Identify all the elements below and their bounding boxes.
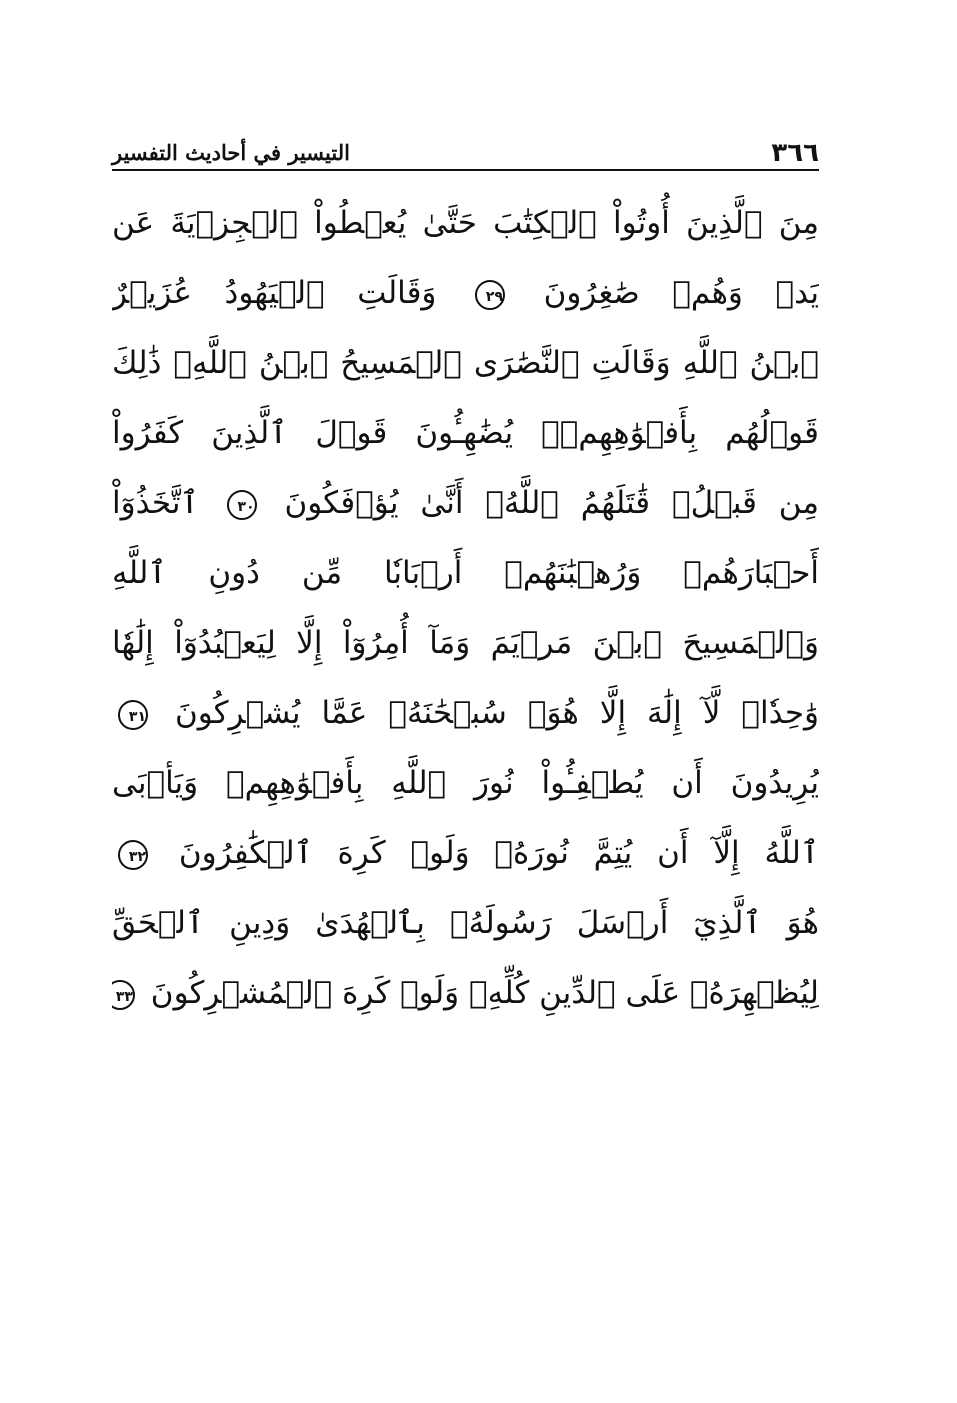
verse-text: أَحۡبَارَهُمۡ وَرُهۡبَٰنَهُمۡ أَرۡبَابٗا مِّن دُونِ ٱللَّهِ bbox=[112, 555, 819, 591]
verse-line bbox=[112, 608, 819, 678]
verse-line bbox=[112, 468, 819, 538]
verse-text: ٱبۡنُ ٱللَّهِ وَقَالَتِ ٱلنَّصَٰرَى ٱلۡمَسِيحُ ٱبۡنُ ٱللَّهِۖ ذَٰلِكَ bbox=[112, 345, 819, 381]
verse-text: مِن قَبۡلُۚ قَٰتَلَهُمُ ٱللَّهُۖ أَنَّىٰ يُؤۡفَكُونَ bbox=[284, 485, 819, 521]
verse-line bbox=[112, 538, 819, 608]
verse-text: هُوَ ٱلَّذِيٓ أَرۡسَلَ رَسُولَهُۥ بِٱلۡهُدَىٰ وَدِينِ ٱلۡحَقِّ bbox=[112, 905, 819, 941]
ayah-number-marker: ٢٩ bbox=[475, 280, 505, 310]
verse-line bbox=[112, 328, 819, 398]
header-rule bbox=[112, 169, 819, 171]
verse-text: وَقَالَتِ ٱلۡيَهُودُ عُزَيۡرٌ bbox=[112, 275, 437, 311]
page-number: ٣٦٦ bbox=[771, 138, 819, 168]
verse-line bbox=[112, 958, 819, 1028]
quran-text-block bbox=[112, 188, 819, 1028]
ayah-number-marker: ٣٣ bbox=[112, 980, 135, 1010]
verse-line bbox=[112, 258, 819, 328]
page-header bbox=[112, 128, 819, 168]
verse-text: ٱللَّهُ إِلَّآ أَن يُتِمَّ نُورَهُۥ وَلَوۡ كَرِهَ ٱلۡكَٰفِرُونَ bbox=[178, 835, 819, 871]
verse-text: ٱتَّخَذُوٓاْ bbox=[112, 485, 199, 521]
verse-text: لِيُظۡهِرَهُۥ عَلَى ٱلدِّينِ كُلِّهِۦ وَلَوۡ كَرِهَ ٱلۡمُشۡرِكُونَ bbox=[150, 975, 819, 1011]
verse-text: مِنَ ٱلَّذِينَ أُوتُواْ ٱلۡكِتَٰبَ حَتَّىٰ يُعۡطُواْ ٱلۡجِزۡيَةَ عَن bbox=[112, 205, 819, 241]
verse-line bbox=[112, 398, 819, 468]
verse-text: قَوۡلُهُم بِأَفۡوَٰهِهِمۡۖ يُضَٰهِـُٔونَ قَوۡلَ ٱلَّذِينَ كَفَرُواْ bbox=[112, 415, 819, 451]
verse-line bbox=[112, 888, 819, 958]
running-title: التيسير في أحاديث التفسير bbox=[112, 140, 350, 165]
verse-text: يُرِيدُونَ أَن يُطۡفِـُٔواْ نُورَ ٱللَّهِ بِأَفۡوَٰهِهِمۡ وَيَأۡبَى bbox=[112, 765, 819, 801]
verse-line bbox=[112, 748, 819, 818]
ayah-number-marker: ٣٢ bbox=[118, 840, 148, 870]
verse-text: يَدٖ وَهُمۡ صَٰغِرُونَ bbox=[543, 275, 819, 311]
verse-text: وَٰحِدٗاۖ لَّآ إِلَٰهَ إِلَّا هُوَۚ سُبۡحَٰنَهُۥ عَمَّا يُشۡرِكُونَ bbox=[174, 695, 819, 731]
ayah-number-marker: ٣١ bbox=[118, 700, 148, 730]
ayah-number-marker: ٣٠ bbox=[227, 490, 257, 520]
verse-line bbox=[112, 818, 819, 888]
verse-line bbox=[112, 188, 819, 258]
verse-text: وَٱلۡمَسِيحَ ٱبۡنَ مَرۡيَمَ وَمَآ أُمِرُوٓاْ إِلَّا لِيَعۡبُدُوٓاْ إِلَٰهٗا bbox=[112, 625, 819, 661]
verse-line bbox=[112, 678, 819, 748]
